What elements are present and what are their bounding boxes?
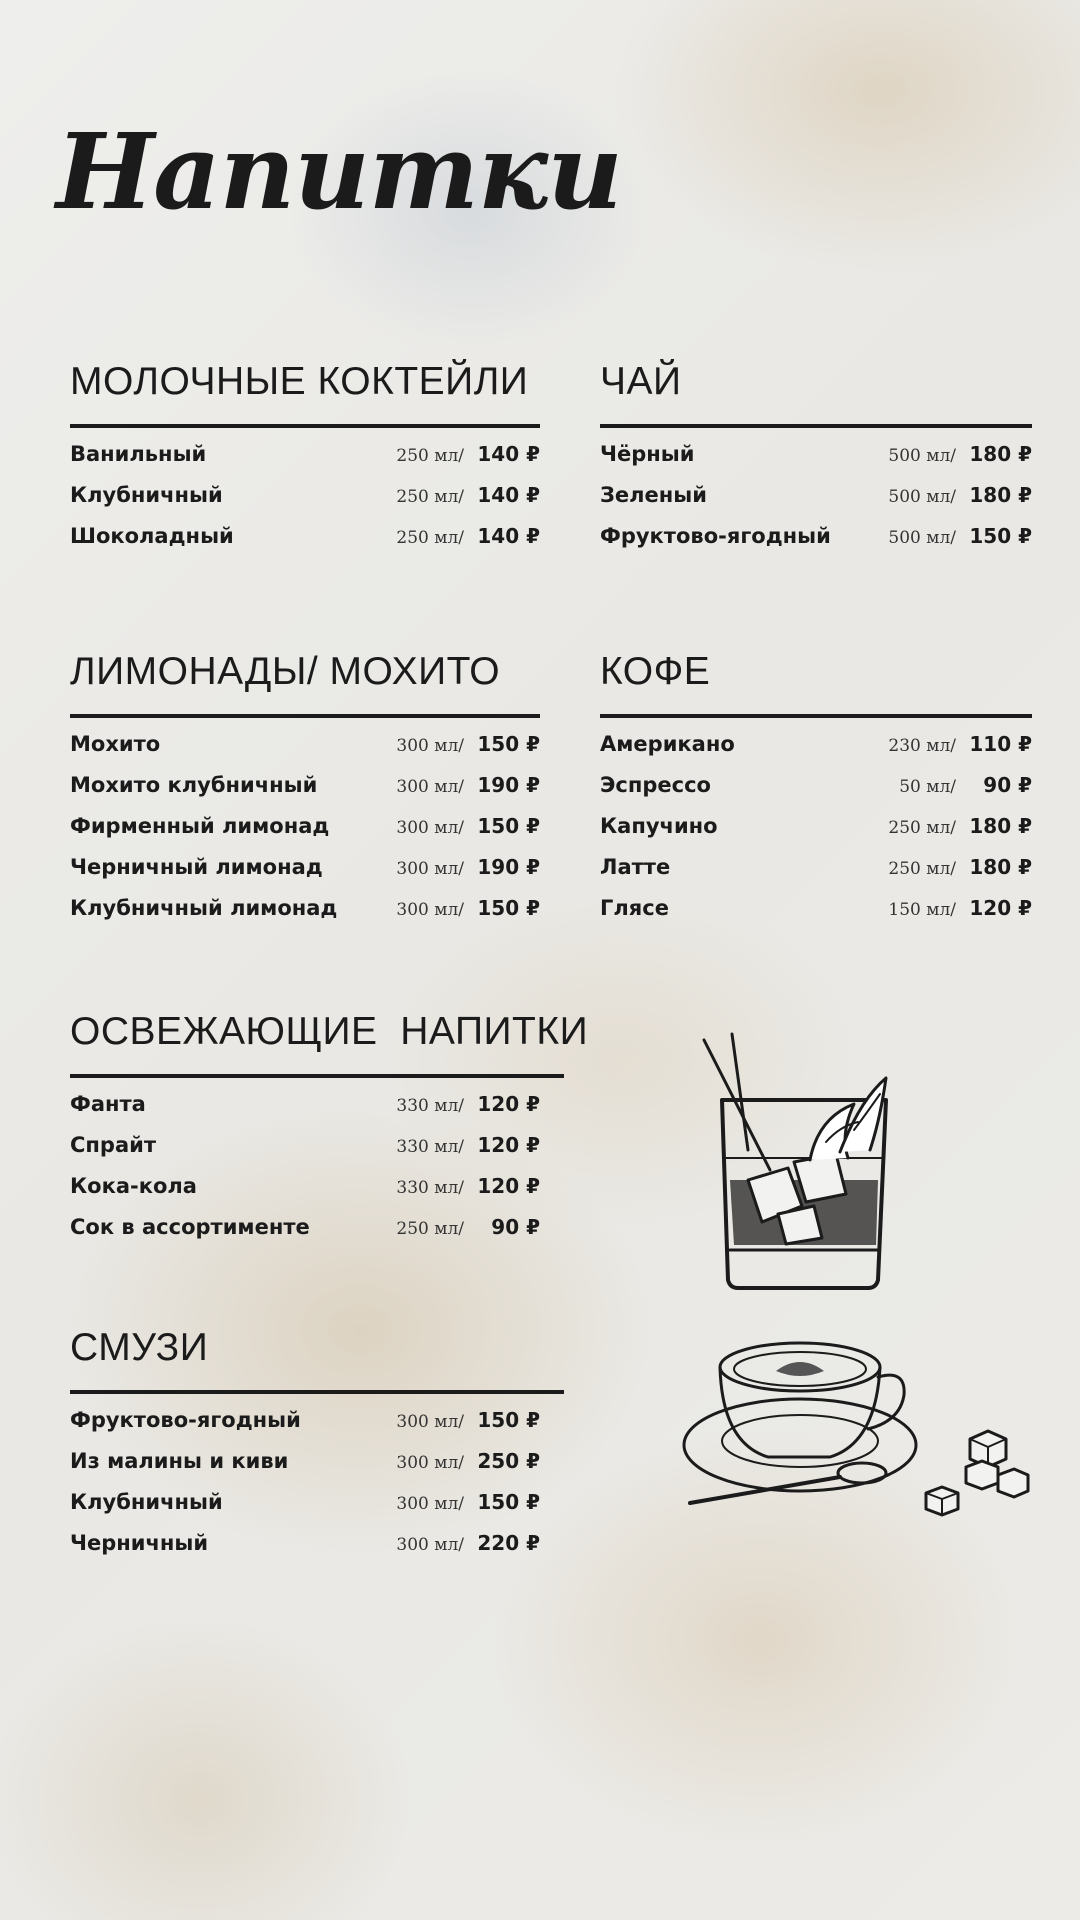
section-title: СМУЗИ xyxy=(70,1326,209,1369)
menu-item xyxy=(600,855,1032,896)
item-price: 120 ₽ xyxy=(477,1092,540,1116)
item-volume: 150 мл/ xyxy=(888,900,956,920)
item-name: Чёрный xyxy=(600,442,695,466)
item-price: 150 ₽ xyxy=(477,896,540,920)
menu-item xyxy=(70,442,540,483)
item-name: Спрайт xyxy=(70,1133,157,1157)
item-price: 150 ₽ xyxy=(477,732,540,756)
item-name: Латте xyxy=(600,855,671,879)
menu-item xyxy=(70,814,540,855)
section-milkshakes xyxy=(70,362,540,565)
item-name: Фруктово-ягодный xyxy=(70,1408,301,1432)
item-price: 220 ₽ xyxy=(477,1531,540,1555)
section-title: ЛИМОНАДЫ/ МОХИТО xyxy=(70,650,501,693)
item-volume: 50 мл/ xyxy=(899,777,956,797)
item-volume: 500 мл/ xyxy=(888,528,956,548)
item-name: Ванильный xyxy=(70,442,207,466)
item-volume: 300 мл/ xyxy=(396,736,464,756)
section-lemonades xyxy=(70,652,540,937)
section-divider xyxy=(600,714,1032,718)
item-volume: 500 мл/ xyxy=(888,446,956,466)
page-title: Напитки xyxy=(56,110,622,233)
item-price: 150 ₽ xyxy=(477,1490,540,1514)
menu-item xyxy=(70,1490,540,1531)
item-name: Шоколадный xyxy=(70,524,234,548)
item-volume: 300 мл/ xyxy=(396,1535,464,1555)
menu-item xyxy=(70,1531,540,1572)
menu-item xyxy=(70,732,540,773)
section-divider xyxy=(70,1074,564,1078)
item-volume: 230 мл/ xyxy=(888,736,956,756)
menu-item xyxy=(70,1215,540,1256)
menu-item xyxy=(600,814,1032,855)
item-volume: 300 мл/ xyxy=(396,777,464,797)
section-coffee xyxy=(600,652,1032,937)
menu-item xyxy=(70,855,540,896)
item-volume: 250 мл/ xyxy=(396,1219,464,1239)
item-price: 110 ₽ xyxy=(969,732,1032,756)
item-volume: 300 мл/ xyxy=(396,900,464,920)
item-name: Черничный xyxy=(70,1531,209,1555)
section-title: МОЛОЧНЫЕ КОКТЕЙЛИ xyxy=(70,360,529,403)
item-name: Эспрессо xyxy=(600,773,711,797)
item-name: Клубничный лимонад xyxy=(70,896,338,920)
item-price: 120 ₽ xyxy=(477,1174,540,1198)
section-divider xyxy=(600,424,1032,428)
menu-item xyxy=(70,1408,540,1449)
item-volume: 300 мл/ xyxy=(396,1494,464,1514)
section-divider xyxy=(70,1390,564,1394)
section-divider xyxy=(70,714,540,718)
item-name: Фанта xyxy=(70,1092,146,1116)
coffee-cup-icon xyxy=(680,1325,1030,1525)
menu-item xyxy=(70,1133,540,1174)
menu-item xyxy=(70,1092,540,1133)
item-price: 180 ₽ xyxy=(969,814,1032,838)
item-volume: 250 мл/ xyxy=(888,859,956,879)
item-price: 150 ₽ xyxy=(477,814,540,838)
menu-item xyxy=(600,732,1032,773)
section-divider xyxy=(70,424,540,428)
item-name: Глясе xyxy=(600,896,669,920)
item-price: 150 ₽ xyxy=(477,1408,540,1432)
item-volume: 300 мл/ xyxy=(396,818,464,838)
item-name: Фирменный лимонад xyxy=(70,814,330,838)
item-name: Зеленый xyxy=(600,483,707,507)
item-name: Капучино xyxy=(600,814,718,838)
item-volume: 300 мл/ xyxy=(396,859,464,879)
item-name: Мохито клубничный xyxy=(70,773,318,797)
item-price: 120 ₽ xyxy=(969,896,1032,920)
item-price: 140 ₽ xyxy=(477,442,540,466)
menu-item xyxy=(600,896,1032,937)
item-price: 150 ₽ xyxy=(969,524,1032,548)
menu-item xyxy=(600,442,1032,483)
section-smoothies xyxy=(70,1328,564,1572)
item-price: 180 ₽ xyxy=(969,442,1032,466)
item-price: 90 ₽ xyxy=(491,1215,540,1239)
item-name: Клубничный xyxy=(70,483,223,507)
item-price: 190 ₽ xyxy=(477,773,540,797)
item-price: 180 ₽ xyxy=(969,855,1032,879)
item-price: 250 ₽ xyxy=(477,1449,540,1473)
item-name: Фруктово-ягодный xyxy=(600,524,831,548)
item-price: 140 ₽ xyxy=(477,483,540,507)
item-name: Черничный лимонад xyxy=(70,855,323,879)
item-name: Кока-кола xyxy=(70,1174,197,1198)
item-volume: 500 мл/ xyxy=(888,487,956,507)
item-volume: 330 мл/ xyxy=(396,1137,464,1157)
item-price: 140 ₽ xyxy=(477,524,540,548)
item-price: 120 ₽ xyxy=(477,1133,540,1157)
menu-item xyxy=(600,524,1032,565)
item-price: 190 ₽ xyxy=(477,855,540,879)
menu-item xyxy=(600,483,1032,524)
item-name: Американо xyxy=(600,732,735,756)
menu-item xyxy=(70,1174,540,1215)
item-price: 90 ₽ xyxy=(983,773,1032,797)
item-price: 180 ₽ xyxy=(969,483,1032,507)
section-title: ЧАЙ xyxy=(600,360,682,403)
menu-item xyxy=(70,524,540,565)
item-name: Клубничный xyxy=(70,1490,223,1514)
item-volume: 330 мл/ xyxy=(396,1096,464,1116)
menu-item xyxy=(70,773,540,814)
item-volume: 250 мл/ xyxy=(396,446,464,466)
section-tea xyxy=(600,362,1032,565)
menu-item xyxy=(600,773,1032,814)
menu-item xyxy=(70,483,540,524)
cocktail-glass-icon xyxy=(690,1030,910,1300)
item-name: Мохито xyxy=(70,732,161,756)
menu-item xyxy=(70,1449,540,1490)
item-volume: 250 мл/ xyxy=(396,528,464,548)
section-title: ОСВЕЖАЮЩИЕ НАПИТКИ xyxy=(70,1010,589,1053)
menu-item xyxy=(70,896,540,937)
item-volume: 300 мл/ xyxy=(396,1453,464,1473)
item-name: Из малины и киви xyxy=(70,1449,289,1473)
item-name: Сок в ассортименте xyxy=(70,1215,310,1239)
item-volume: 300 мл/ xyxy=(396,1412,464,1432)
item-volume: 250 мл/ xyxy=(396,487,464,507)
item-volume: 250 мл/ xyxy=(888,818,956,838)
section-soft-drinks xyxy=(70,1010,589,1256)
item-volume: 330 мл/ xyxy=(396,1178,464,1198)
section-title: КОФЕ xyxy=(600,650,711,693)
